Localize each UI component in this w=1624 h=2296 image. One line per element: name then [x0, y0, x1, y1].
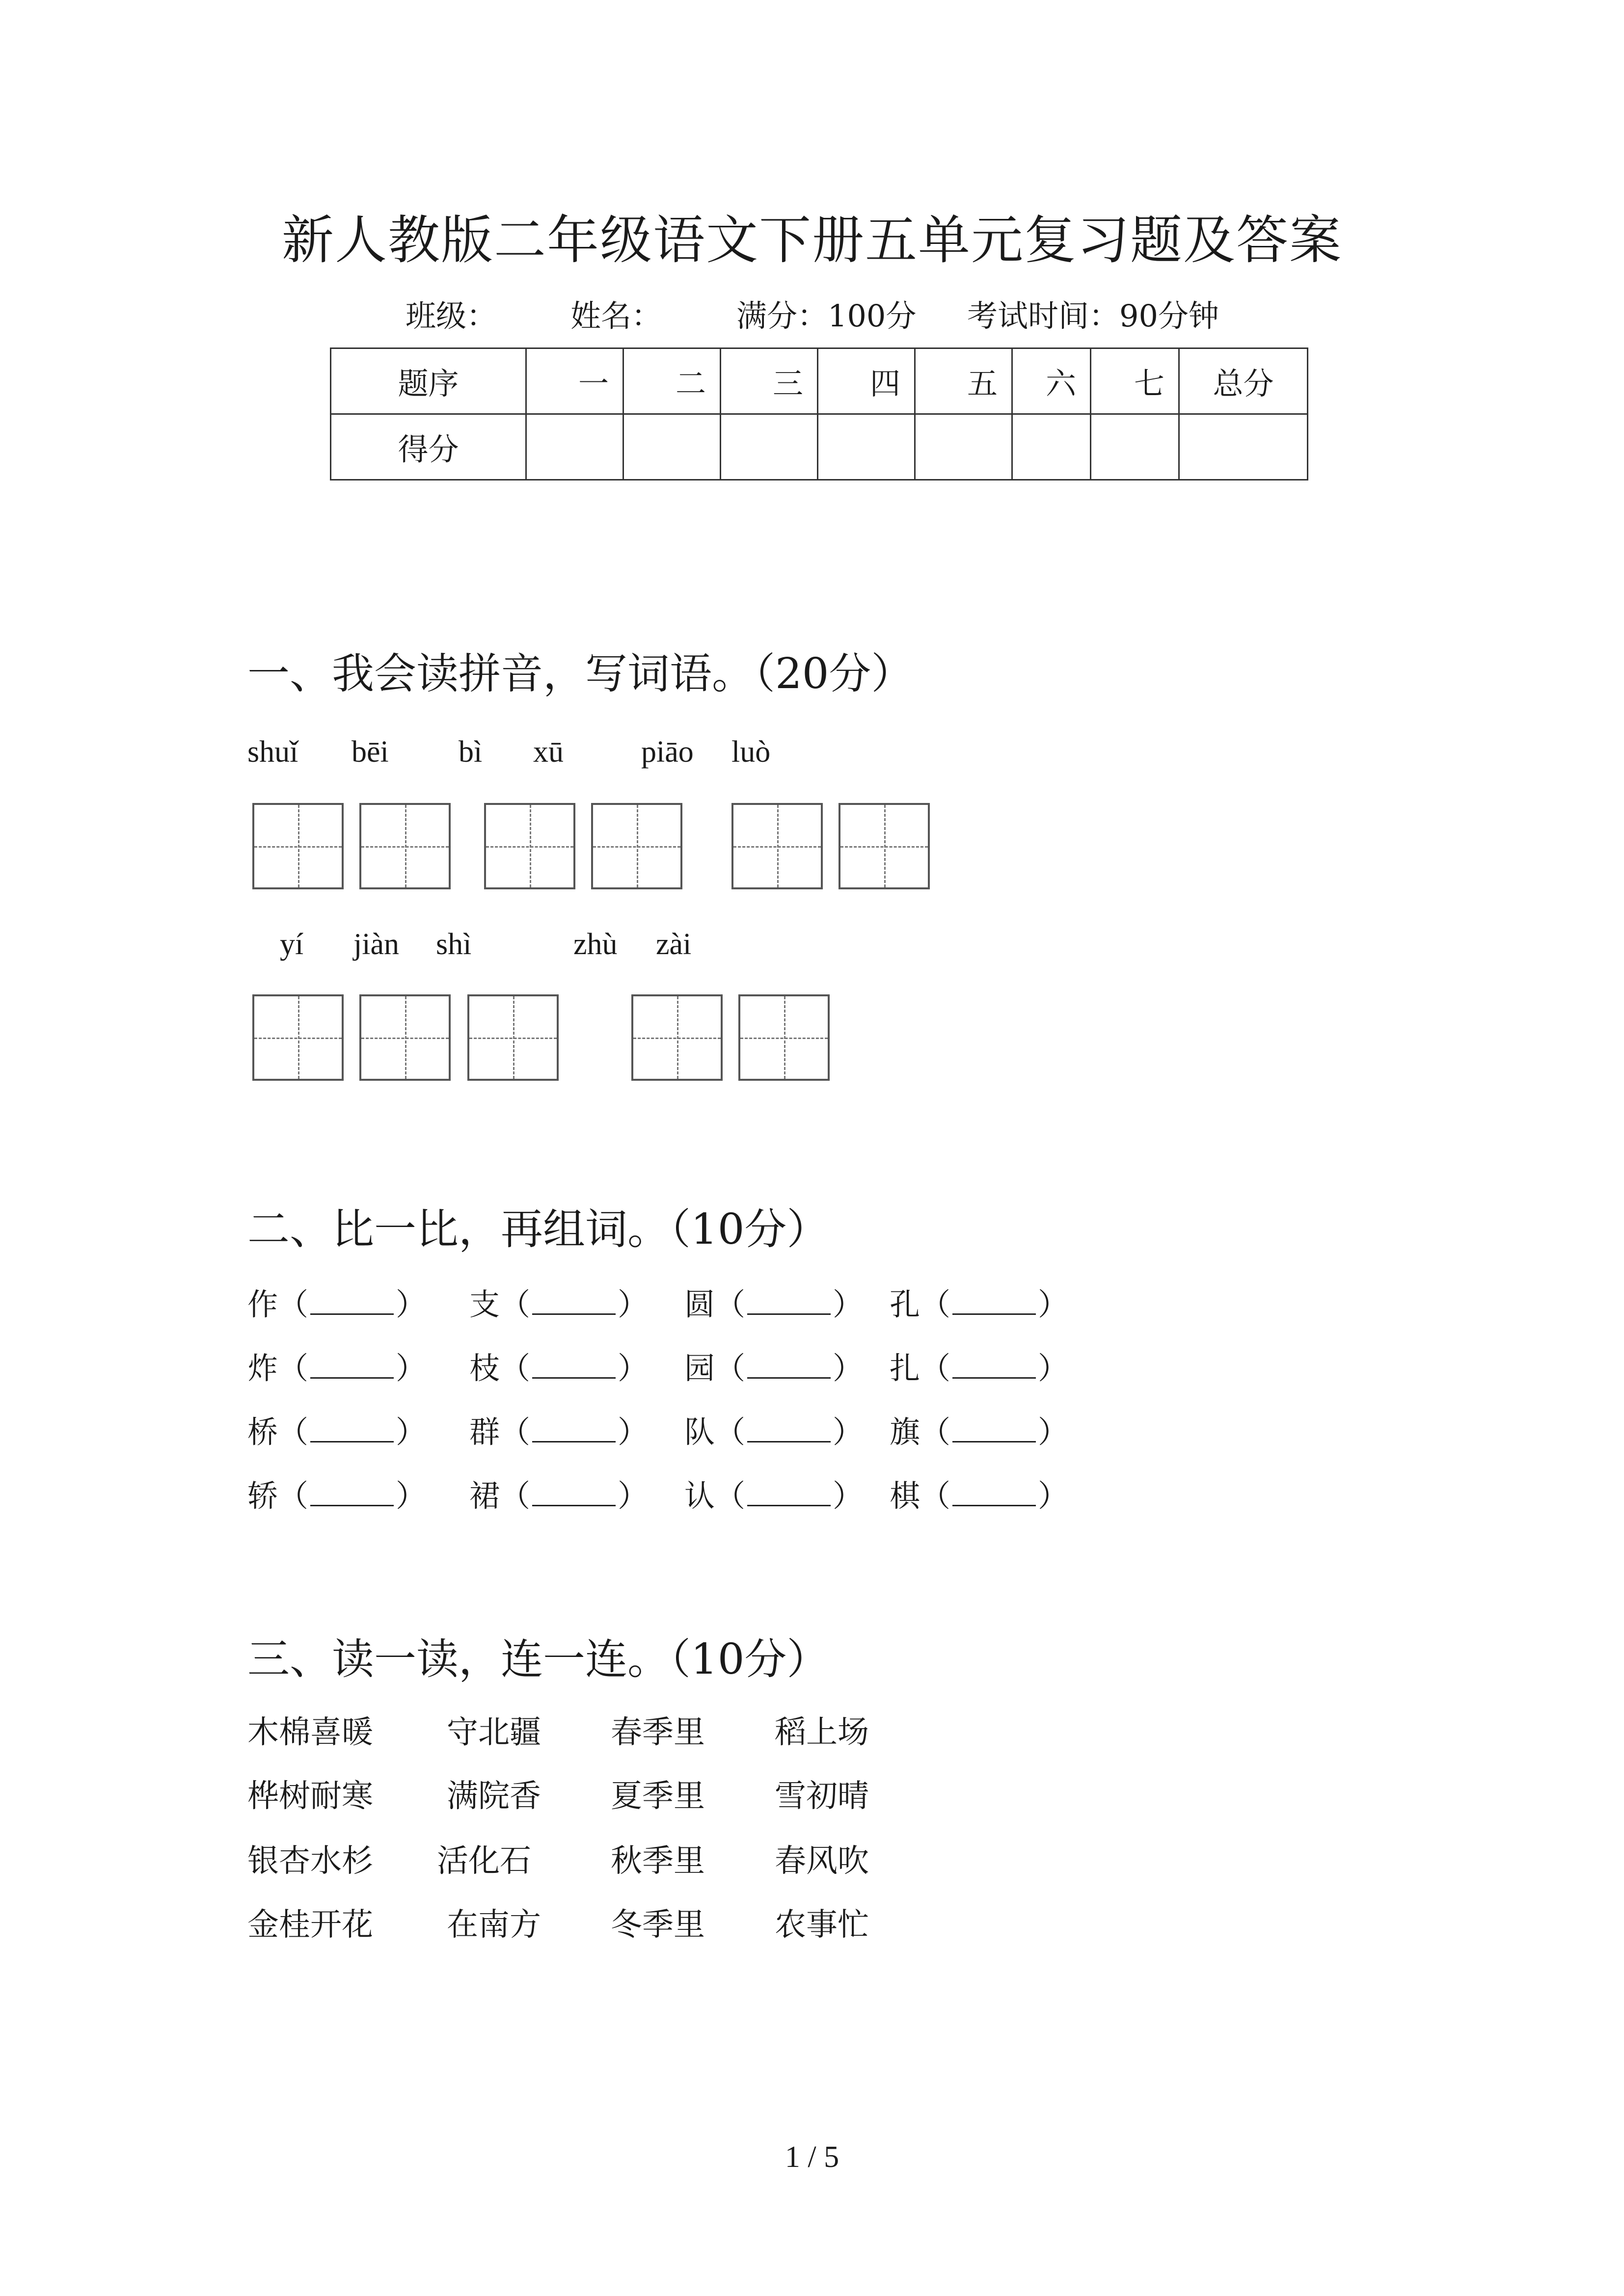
- character: 炸: [247, 1350, 278, 1386]
- writing-grid-box[interactable]: [252, 803, 344, 889]
- writing-grid-box[interactable]: [738, 994, 830, 1081]
- character: 桥: [247, 1414, 278, 1450]
- table-cell: 一: [526, 348, 623, 414]
- match-word[interactable]: 活化石: [437, 1843, 531, 1879]
- compare-item: 群（ ）: [469, 1412, 648, 1452]
- compare-item: 炸（ ）: [247, 1348, 426, 1388]
- writing-grid-box[interactable]: [591, 803, 682, 889]
- compare-item: 作（ ）: [247, 1284, 426, 1324]
- match-word[interactable]: 秋季里: [611, 1843, 705, 1879]
- character: 枝: [469, 1350, 500, 1386]
- page-title: 新人教版二年级语文下册五单元复习题及答案: [282, 210, 1342, 270]
- answer-blank[interactable]: [532, 1284, 616, 1315]
- character: 队: [684, 1414, 715, 1450]
- writing-grid-box[interactable]: [467, 994, 559, 1081]
- pinyin: xū: [533, 735, 564, 769]
- match-word[interactable]: 春季里: [611, 1714, 705, 1751]
- writing-grid-box[interactable]: [839, 803, 930, 889]
- score-input-cell[interactable]: [1091, 414, 1179, 480]
- answer-blank[interactable]: [952, 1475, 1036, 1506]
- compare-item: 棋（ ）: [890, 1475, 1068, 1516]
- section-1-heading: 一、我会读拼音，写词语。（20分）: [247, 649, 914, 698]
- answer-blank[interactable]: [310, 1284, 394, 1315]
- score-input-cell[interactable]: [915, 414, 1012, 480]
- match-word[interactable]: 农事忙: [775, 1907, 869, 1943]
- answer-blank[interactable]: [952, 1284, 1036, 1315]
- writing-grid-box[interactable]: [731, 803, 823, 889]
- score-input-cell[interactable]: [623, 414, 721, 480]
- pinyin: piāo: [641, 735, 694, 769]
- exam-time-label: 考试时间：90分钟: [967, 298, 1219, 334]
- pinyin: bì: [459, 735, 483, 769]
- pinyin: shì: [436, 928, 472, 961]
- pinyin: zài: [656, 928, 692, 961]
- answer-blank[interactable]: [747, 1348, 831, 1379]
- compare-item: 桥（ ）: [247, 1412, 426, 1452]
- writing-grid-box[interactable]: [359, 994, 451, 1081]
- match-word[interactable]: 满院香: [447, 1778, 541, 1815]
- answer-blank[interactable]: [747, 1284, 831, 1315]
- score-input-cell[interactable]: [721, 414, 818, 480]
- answer-blank[interactable]: [310, 1348, 394, 1379]
- class-label: 班级：: [406, 298, 497, 334]
- character: 棋: [890, 1478, 920, 1514]
- table-cell: 题序: [331, 348, 526, 414]
- character: 旗: [890, 1414, 920, 1450]
- answer-blank[interactable]: [952, 1412, 1036, 1442]
- compare-item: 轿（ ）: [247, 1475, 426, 1516]
- table-cell: 七: [1091, 348, 1179, 414]
- section-2-heading: 二、比一比，再组词。（10分）: [247, 1205, 829, 1254]
- compare-item: 孔（ ）: [890, 1284, 1068, 1324]
- pinyin: jiàn: [353, 928, 399, 961]
- compare-item: 认（ ）: [684, 1475, 863, 1516]
- compare-item: 圆（ ）: [684, 1284, 863, 1324]
- pinyin: yí: [280, 928, 304, 961]
- section-3-heading: 三、读一读，连一连。（10分）: [247, 1635, 829, 1684]
- score-input-cell[interactable]: [818, 414, 915, 480]
- compare-item: 旗（ ）: [890, 1412, 1068, 1452]
- score-input-cell[interactable]: [1012, 414, 1091, 480]
- match-word[interactable]: 冬季里: [611, 1907, 705, 1943]
- table-cell: 六: [1012, 348, 1091, 414]
- writing-grid-box[interactable]: [252, 994, 344, 1081]
- match-word[interactable]: 银杏水杉: [247, 1843, 373, 1879]
- answer-blank[interactable]: [747, 1475, 831, 1506]
- character: 群: [469, 1414, 500, 1450]
- match-word[interactable]: 金桂开花: [247, 1907, 373, 1943]
- compare-item: 裙（ ）: [469, 1475, 648, 1516]
- compare-item: 枝（ ）: [469, 1348, 648, 1388]
- match-word[interactable]: 桦树耐寒: [247, 1778, 373, 1815]
- name-label: 姓名：: [570, 298, 662, 334]
- page-number: 1 / 5: [785, 2140, 839, 2174]
- score-table-score-row: [331, 414, 1308, 480]
- score-table-header-row: [331, 348, 1308, 414]
- character: 扎: [890, 1350, 920, 1386]
- table-cell: 得分: [331, 414, 526, 480]
- character: 裙: [469, 1478, 500, 1514]
- writing-grid-box[interactable]: [484, 803, 575, 889]
- character: 轿: [247, 1478, 278, 1514]
- match-word[interactable]: 稻上场: [775, 1714, 869, 1751]
- answer-blank[interactable]: [532, 1348, 616, 1379]
- table-cell: 总分: [1179, 348, 1308, 414]
- match-word[interactable]: 夏季里: [611, 1778, 705, 1815]
- table-cell: 三: [721, 348, 818, 414]
- answer-blank[interactable]: [310, 1412, 394, 1442]
- character: 支: [469, 1286, 500, 1322]
- character: 园: [684, 1350, 715, 1386]
- score-input-cell[interactable]: [1179, 414, 1308, 480]
- pinyin: shuǐ: [247, 735, 298, 769]
- score-table: [330, 347, 1308, 481]
- writing-grid-box[interactable]: [359, 803, 451, 889]
- compare-item: 园（ ）: [684, 1348, 863, 1388]
- character: 孔: [890, 1286, 920, 1322]
- answer-blank[interactable]: [952, 1348, 1036, 1379]
- pinyin: bēi: [352, 735, 389, 769]
- compare-item: 支（ ）: [469, 1284, 648, 1324]
- compare-item: 队（ ）: [684, 1412, 863, 1452]
- writing-grid-box[interactable]: [631, 994, 723, 1081]
- compare-item: 扎（ ）: [890, 1348, 1068, 1388]
- match-word[interactable]: 守北疆: [447, 1714, 541, 1751]
- answer-blank[interactable]: [747, 1412, 831, 1442]
- score-input-cell[interactable]: [526, 414, 623, 480]
- table-cell: 五: [915, 348, 1012, 414]
- match-word[interactable]: 木棉喜暖: [247, 1714, 373, 1751]
- match-word[interactable]: 在南方: [447, 1907, 541, 1943]
- full-score-label: 满分：100分: [736, 298, 917, 334]
- match-word[interactable]: 雪初晴: [775, 1778, 869, 1815]
- table-cell: 二: [623, 348, 721, 414]
- character: 圆: [684, 1286, 715, 1322]
- pinyin: luò: [731, 735, 771, 769]
- answer-blank[interactable]: [532, 1412, 616, 1442]
- pinyin: zhù: [573, 928, 618, 961]
- character: 认: [684, 1478, 715, 1514]
- match-word[interactable]: 春风吹: [775, 1843, 869, 1879]
- table-cell: 四: [818, 348, 915, 414]
- character: 作: [247, 1286, 278, 1322]
- answer-blank[interactable]: [310, 1475, 394, 1506]
- answer-blank[interactable]: [532, 1475, 616, 1506]
